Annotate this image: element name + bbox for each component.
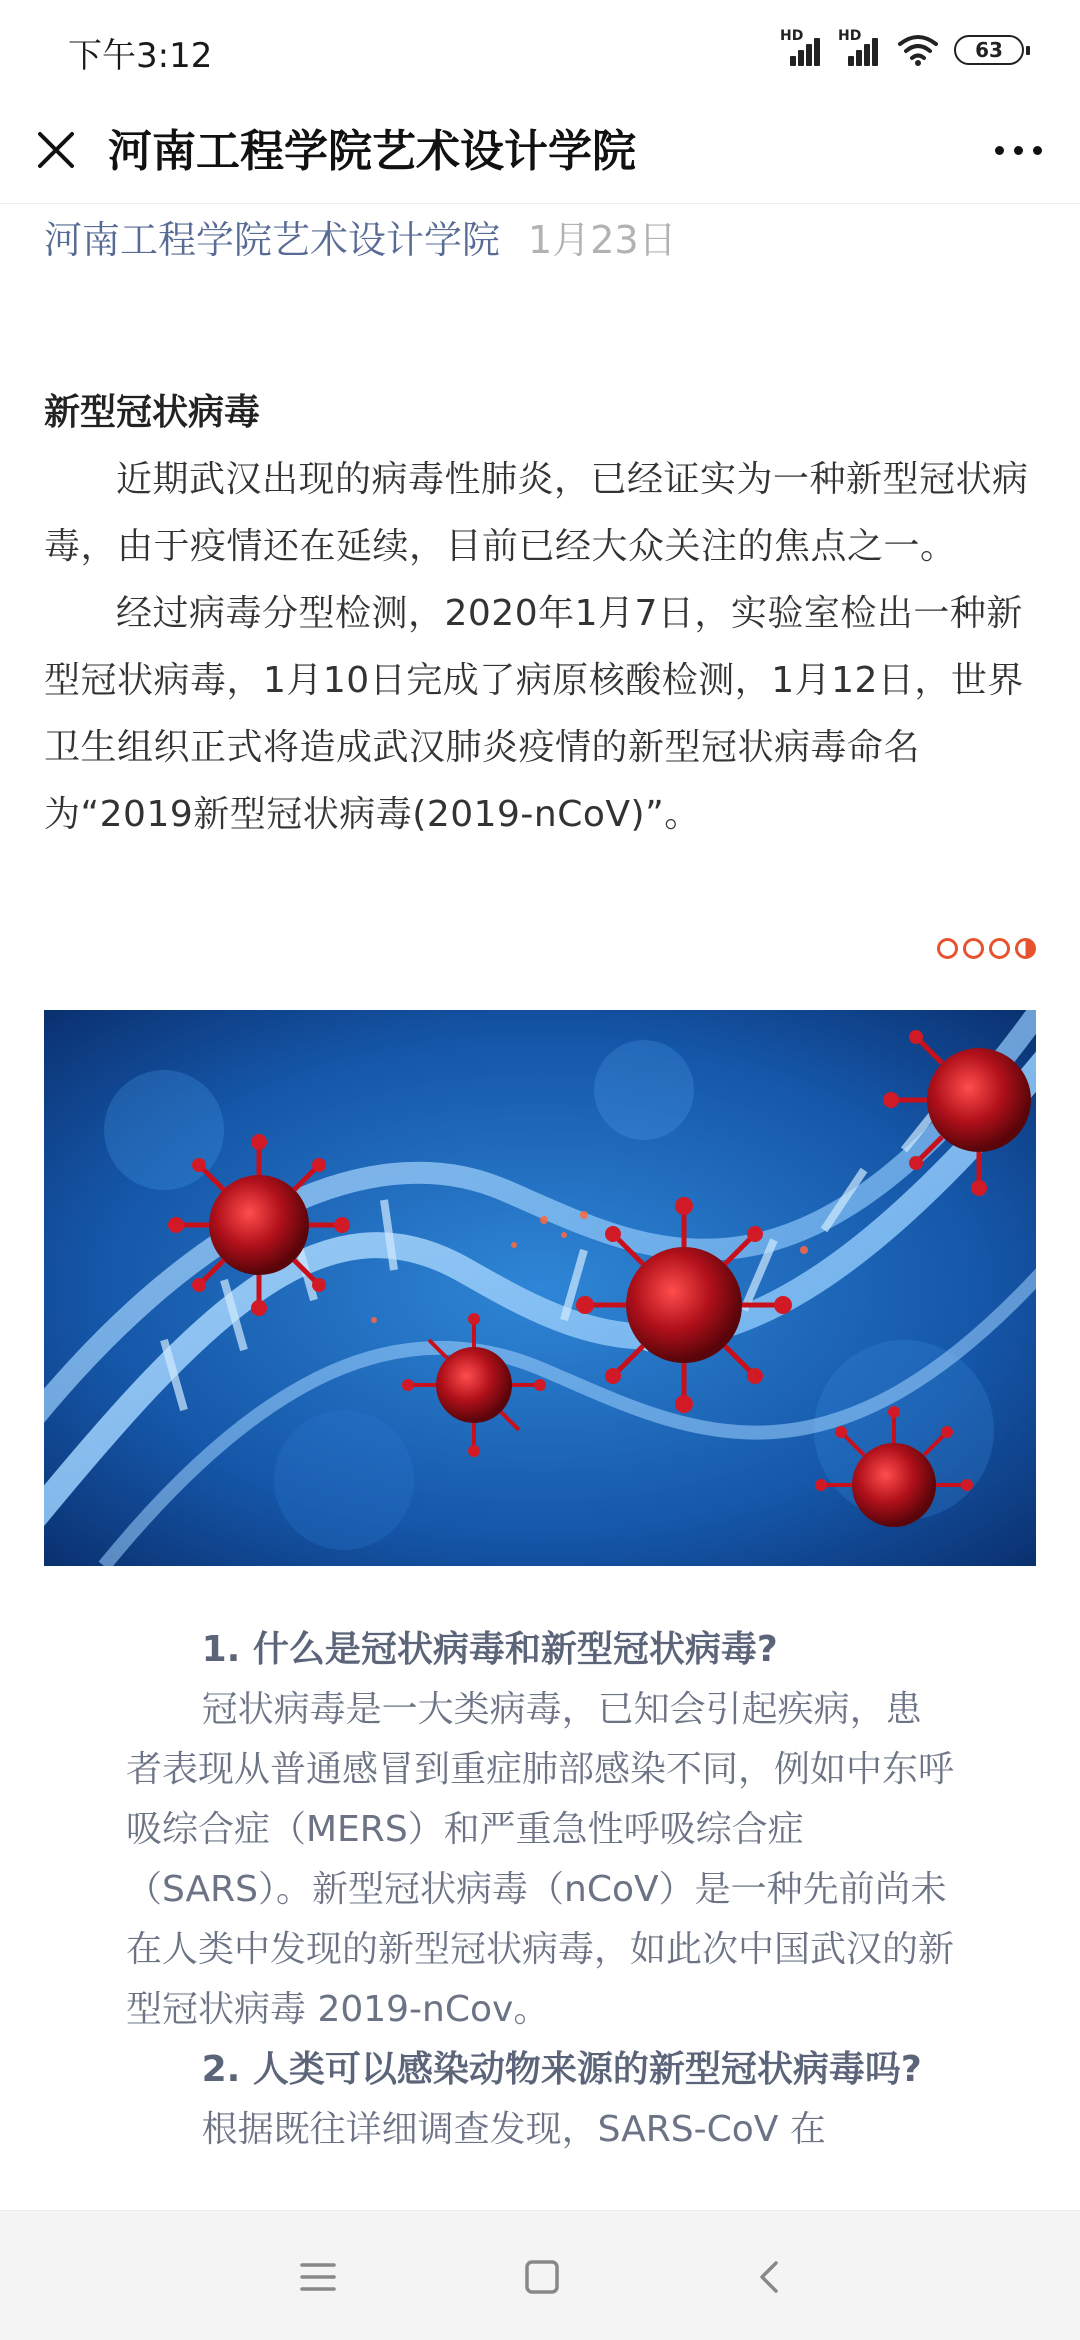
status-bar (0, 0, 1080, 100)
home-button[interactable] (510, 2245, 574, 2309)
article-meta (44, 210, 677, 270)
qa-section (126, 1620, 956, 2160)
close-icon (36, 130, 76, 170)
more-button[interactable] (982, 118, 1054, 182)
virus-dna-image[interactable] (44, 1010, 1036, 1566)
menu-icon (298, 2259, 338, 2295)
more-dots-icon (995, 146, 1004, 155)
status-time: 下午3:12 (68, 36, 213, 76)
answer-1: 冠状病毒是一大类病毒，已知会引起疾病，患者表现从普通感冒到重症肺部感染不同，例如中东呼吸综合症（MERS）和严重急性呼吸综合症（SARS）。新型冠状病毒（nCoV）是一种先前尚未在人类中发现的新型冠状病毒，如此次中国武汉的新型冠状病毒 2019-nCov。 (126, 1689, 955, 2030)
wifi-icon (896, 32, 940, 68)
home-square-icon (522, 2257, 562, 2297)
article-content (44, 380, 1040, 848)
title-bar (0, 100, 1080, 204)
back-button[interactable] (738, 2245, 802, 2309)
question-1: 1. 什么是冠状病毒和新型冠状病毒? (201, 1629, 778, 1670)
battery-level: 63 (975, 38, 1003, 62)
section-title: 新型冠状病毒 (44, 392, 261, 433)
answer-2: 根据既往详细调查发现，SARS-CoV 在 (201, 2109, 826, 2150)
close-button[interactable] (24, 118, 88, 182)
decorative-dots-icon (937, 938, 1036, 959)
status-icons (780, 30, 1024, 70)
signal-icon-2 (838, 28, 882, 68)
signal-hd-label: HD (780, 28, 804, 44)
signal-hd-label-2: HD (838, 28, 862, 44)
system-nav-bar (0, 2210, 1080, 2340)
publish-date: 1月23日 (528, 218, 677, 262)
more-dots-icon (1033, 146, 1042, 155)
paragraph: 近期武汉出现的病毒性肺炎，已经证实为一种新型冠状病毒，由于疫情还在延续，目前已经大众关注的焦点之一。 (44, 459, 1029, 567)
author-link[interactable]: 河南工程学院艺术设计学院 (44, 218, 501, 262)
back-chevron-icon (750, 2257, 790, 2297)
page-title: 河南工程学院艺术设计学院 (108, 126, 636, 177)
signal-icon (780, 28, 824, 68)
battery-icon (954, 35, 1024, 65)
menu-button[interactable] (286, 2245, 350, 2309)
paragraph: 经过病毒分型检测，2020年1月7日，实验室检出一种新型冠状病毒，1月10日完成了病原核酸检测，1月12日，世界卫生组织正式将造成武汉肺炎疫情的新型冠状病毒命名为“2019新型冠状病毒(2019-nCoV)”。 (44, 593, 1024, 835)
virus-particle (168, 1134, 350, 1316)
question-2: 2. 人类可以感染动物来源的新型冠状病毒吗? (201, 2049, 922, 2090)
more-dots-icon (1014, 146, 1023, 155)
